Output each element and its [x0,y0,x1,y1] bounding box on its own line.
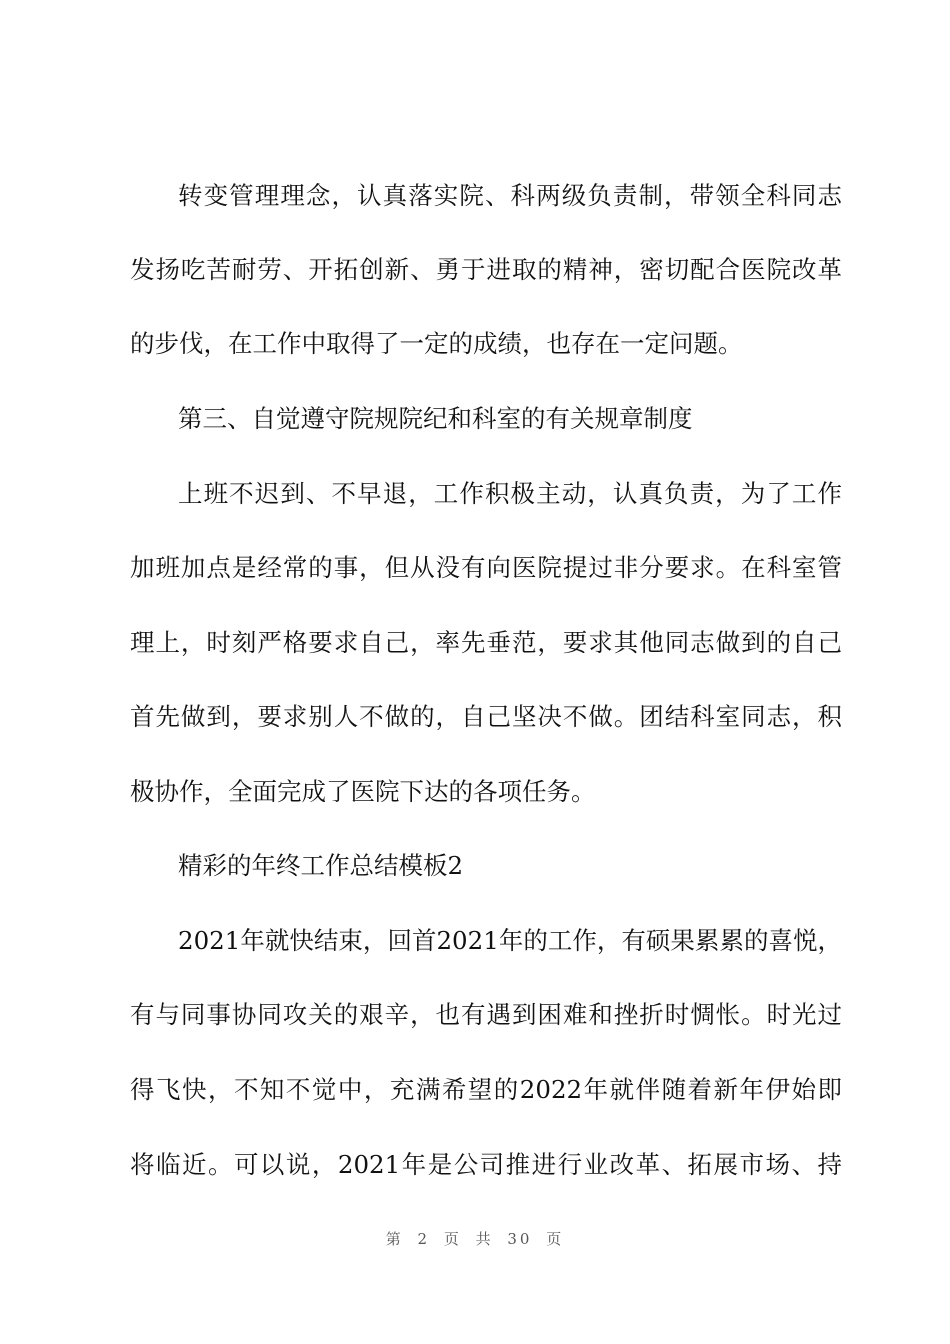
text-line: 转变管理理念，认真落实院、科两级负责制，带领全科同志 [178,181,842,210]
text-line: 2021年就快结束，回首2021年的工作，有硕果累累的喜悦， [178,926,842,955]
text-line: 有与同事协同攻关的艰辛，也有遇到困难和挫折时惆怅。时光过 [130,1000,842,1029]
text-line: 理上，时刻严格要求自己，率先垂范，要求其他同志做到的自己 [130,628,842,657]
text-line: 的步伐，在工作中取得了一定的成绩，也存在一定问题。 [130,329,743,358]
text-line: 将临近。可以说，2021年是公司推进行业改革、拓展市场、持 [130,1150,842,1179]
section-heading: 精彩的年终工作总结模板2 [178,851,464,880]
section-heading: 第三、自觉遵守院规院纪和科室的有关规章制度 [178,404,693,433]
text-line: 极协作，全面完成了医院下达的各项任务。 [130,777,596,806]
text-line: 上班不迟到、不早退，工作积极主动，认真负责，为了工作 [178,479,842,508]
text-line: 发扬吃苦耐劳、开拓创新、勇于进取的精神，密切配合医院改革 [130,255,842,284]
text-line: 首先做到，要求别人不做的，自己坚决不做。团结科室同志，积 [130,702,842,731]
text-line: 加班加点是经常的事，但从没有向医院提过非分要求。在科室管 [130,553,842,582]
page-number-footer: 第 2 页 共 30 页 [385,1230,565,1248]
text-line: 得飞快，不知不觉中，充满希望的2022年就伴随着新年伊始即 [130,1075,842,1104]
